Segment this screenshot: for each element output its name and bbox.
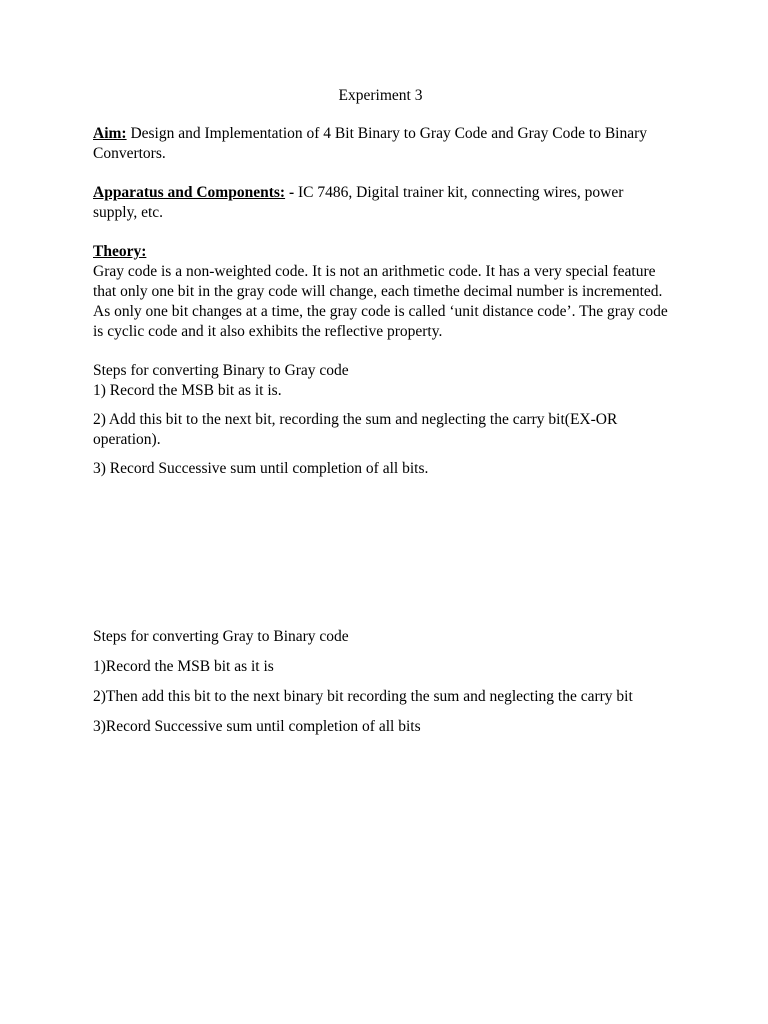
gray-to-binary-section xyxy=(93,627,668,747)
binary-to-gray-heading: Steps for converting Binary to Gray code xyxy=(93,362,349,379)
aim-paragraph xyxy=(93,124,668,164)
gray-to-binary-heading: Steps for converting Gray to Binary code xyxy=(93,628,349,645)
document-title: Experiment 3 xyxy=(338,87,423,104)
binary-to-gray-step: 3) Record Successive sum until completion of all bits. xyxy=(93,460,429,477)
binary-to-gray-step: 2) Add this bit to the next bit, recording the sum and neglecting the carry bit(EX-OR operation). xyxy=(93,411,618,448)
aim-text: Design and Implementation of 4 Bit Binary to Gray Code and Gray Code to Binary Convertors. xyxy=(93,125,648,162)
apparatus-paragraph xyxy=(93,183,668,223)
aim-label: Aim: xyxy=(93,125,127,142)
theory-section xyxy=(93,242,668,342)
gray-to-binary-step: 1)Record the MSB bit as it is xyxy=(93,658,274,675)
apparatus-label: Apparatus and Components: xyxy=(93,184,286,201)
apparatus-dash: - xyxy=(285,184,298,201)
theory-label: Theory: xyxy=(93,243,147,260)
apparatus-text: IC 7486, Digital trainer kit, connecting wires, power supply, etc. xyxy=(93,184,624,221)
gray-to-binary-step: 2)Then add this bit to the next binary bit recording the sum and neglecting the carry bit xyxy=(93,688,633,705)
document-page xyxy=(93,86,668,735)
theory-text: Gray code is a non-weighted code. It is not an arithmetic code. It has a very special feature that only one bit in the gray code will change, each timethe decimal number is incremented. As only one bit changes at a time, the gray code is called ‘unit distance code’. The gray code is cyclic code and it also exhibits the reflective property. xyxy=(93,263,668,340)
gray-to-binary-step: 3)Record Successive sum until completion of all bits xyxy=(93,718,421,735)
binary-to-gray-step: 1) Record the MSB bit as it is. xyxy=(93,382,282,399)
binary-to-gray-section xyxy=(93,361,668,479)
